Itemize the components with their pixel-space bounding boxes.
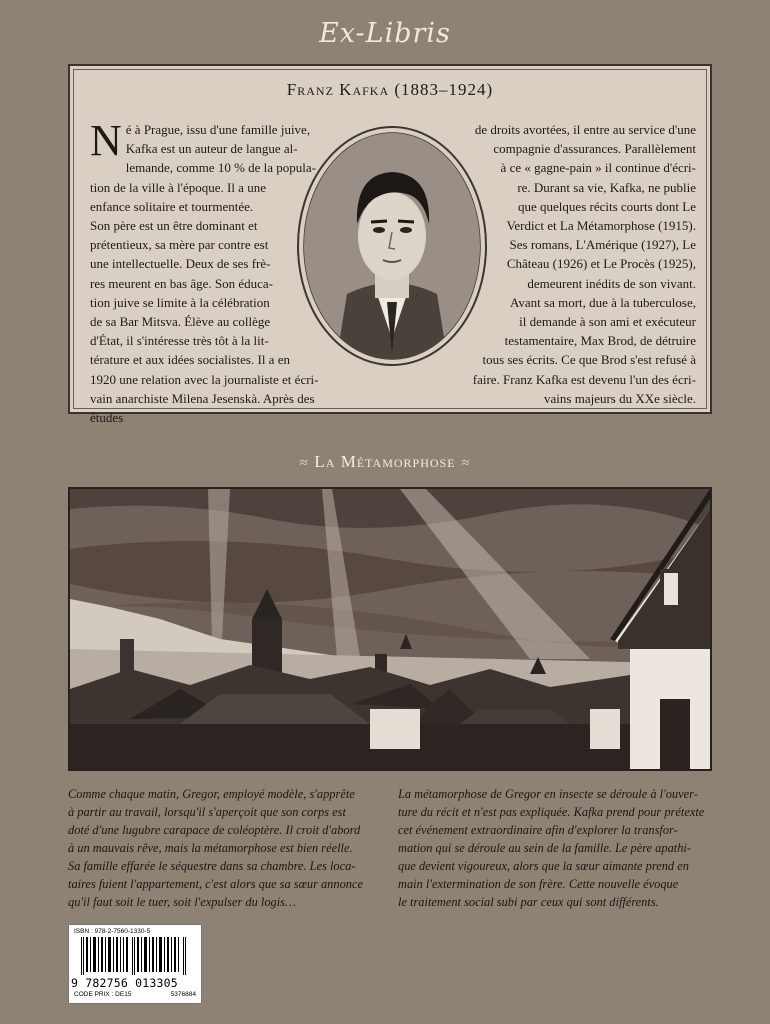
prague-illustration-panel <box>68 487 712 771</box>
section-title: La Métamorphose <box>314 452 456 471</box>
ornament-left-icon: ≈ <box>299 456 309 471</box>
barcode <box>68 924 202 1004</box>
price-code: CODE PRIX : DE15 <box>74 991 132 998</box>
biography-right-column: de droits avortées, il entre au service d'une compagnie d'assurances. Parallèlement à ce « gagne-pain » il continue d'écri- re. Durant sa vie, Kafka, ne publie que quelques récits courts dont Le Verdict et La Métamorphose (1915). Ses romans, L'Amérique (1927), Le Château (1926) et Le Procès (1925), demeurent inédits de son vivant. Avant sa mort, due à la tuberculose, il demande à son ami et exécuteur testamentaire, Max Brod, de détruire tous ses écrits. Ce que Brod s'est refusé à faire. Franz Kafka est devenu l'un des écri- vains majeurs du XXe siècle. <box>472 122 696 406</box>
biography-box <box>68 64 712 426</box>
ex-libris-header: Ex-Libris <box>319 18 451 49</box>
synopsis-right: La métamorphose de Gregor en insecte se déroule à l'ouver- ture du récit et n'est pas expliquée. Kafka prend pour prétexte cet événement extraordinaire afin d'explorer la transfor- mation qui se déroule au sein de la famille. Le père apathi- que devient vigoureux, alors que la sœur aimante prend en main l'extermination de son frère. Cette nouvelle évoque le traitement social subi par ceux qui sont différents. <box>398 787 705 909</box>
ornament-right-icon: ≈ <box>461 456 471 471</box>
product-code: 5376884 <box>170 991 196 998</box>
isbn-label: ISBN : 978-2-7560-1330-5 <box>74 928 151 935</box>
synopsis-left: Comme chaque matin, Gregor, employé modèle, s'apprête à partir au travail, lorsqu'il s'aperçoit que son corps est doté d'une lugubre carapace de coléoptère. Il croit d'abord à un mauvais rêve, mais la métamorphose est bien réelle. Sa famille effarée le séquestre dans sa chambre. Les loca- taires fuient l'appartement, c'est alors que sa sœur annonce qu'il faut soit le tuer, soit l'expulser du logis… <box>68 787 363 909</box>
biography-title: Franz Kafka (1883–1924) <box>286 80 494 99</box>
section-heading <box>0 452 770 472</box>
biography-left-column <box>90 116 320 427</box>
drop-cap: N <box>90 116 122 165</box>
biography-left-text: é à Prague, issu d'une famille juive, Kafka est un auteur de langue al- lemande, comme 10 % de la popula- tion de la ville à l'époque. Il a une enfance solitaire et tourmentée. Son père est un être dominant et prétentieux, sa mère par contre est une intellectuelle. Deux de ses frè- res meurent en bas âge. Son éduca- tion juive se limite à la célébration de sa Bar Mitsva. Élève au collège d'État, il s'intéresse très tôt à la lit- térature et aux idées socialistes. Il a en 1920 une relation avec la journaliste et écri- vain anarchiste Milena Jesenskà. Après des études <box>90 122 319 426</box>
barcode-bars-icon <box>69 937 201 977</box>
barcode-number: 9 782756 013305 <box>71 976 178 990</box>
